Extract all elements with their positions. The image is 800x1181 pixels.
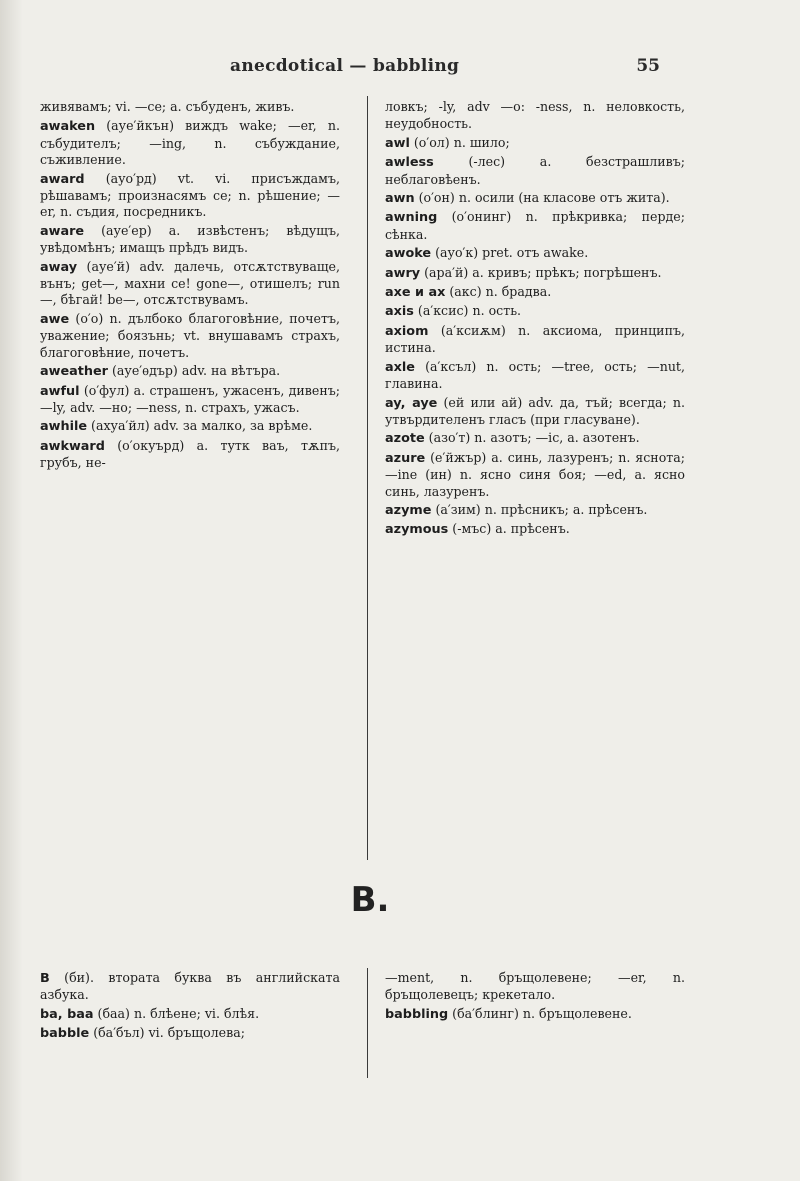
dictionary-entry <box>40 223 340 257</box>
dictionary-entry <box>40 970 340 1004</box>
definition: (о′онинг) n. прѣкривка; перде; сѣнка. <box>385 209 685 242</box>
definition: (о′окуърд) a. тутк ваъ, тѫпъ, грубъ, не- <box>40 437 340 471</box>
right-column <box>385 99 685 541</box>
dictionary-entry <box>385 502 685 519</box>
definition: (акс) n. брадва. <box>445 284 552 300</box>
headword: azote <box>385 431 425 447</box>
dictionary-entry <box>385 395 685 429</box>
dictionary-entry <box>385 135 685 152</box>
dictionary-entry <box>40 363 340 380</box>
definition: (а′зим) n. прѣсникъ; a. прѣсенъ. <box>431 501 648 517</box>
definition: (ауо′рд) vt. vi. присъждамъ, рѣшавамъ; произнасямъ се; n. рѣшение; —er, n. съдия, посредникъ. <box>40 170 340 220</box>
definition: (-мъс) a. прѣсенъ. <box>448 521 570 537</box>
headword: awry <box>385 265 421 281</box>
headword: azure <box>385 450 426 466</box>
definition: (а′ксиѫм) n. аксиома, принципъ, истина. <box>385 322 685 356</box>
b-section-right-column <box>385 970 685 1025</box>
dictionary-entry <box>385 303 685 320</box>
definition: (а′ксъл) n. ость; —tree, ость; —nut, главина. <box>385 358 685 392</box>
headword: B <box>40 971 50 986</box>
dictionary-entry <box>385 521 685 538</box>
headword: awkward <box>40 438 105 454</box>
b-section-left-column <box>40 970 340 1045</box>
dictionary-entry <box>385 245 685 262</box>
definition: (-лес) a. безстрашливъ; неблаговѣенъ. <box>385 154 685 187</box>
dictionary-entry <box>385 154 685 188</box>
headword: azymous <box>385 522 449 538</box>
column-divider <box>367 96 368 860</box>
headword: awful <box>40 383 80 399</box>
definition: ловкъ; -ly, adv —о: -ness, n. неловкость, неудобность. <box>385 99 685 132</box>
section-letter-heading: B. <box>350 880 390 920</box>
dictionary-entry <box>40 1025 340 1042</box>
dictionary-entry <box>40 383 340 417</box>
page-binding-edge <box>0 0 22 1181</box>
dictionary-entry <box>385 209 685 243</box>
dictionary-entry <box>40 1006 340 1023</box>
dictionary-entry <box>385 99 685 133</box>
definition: (о′о) n. дълбоко благоговѣние, почетъ, уважение; боязънь; vt. внушавамъ страхъ, благоговѣние, почетъ. <box>40 310 340 360</box>
definition: (ба′блинг) n. бръщолевене. <box>448 1005 632 1021</box>
headword: axis <box>385 304 414 320</box>
dictionary-entry <box>385 430 685 447</box>
headword: ba, baa <box>40 1006 94 1022</box>
headword: axiom <box>385 323 429 339</box>
definition: живявамъ; vi. —се; a. събуденъ, живъ. <box>40 99 295 114</box>
left-column <box>40 99 340 474</box>
definition: (е′йжър) a. синь, лазуренъ; n. яснота; —ine (ин) n. ясно синя боя; —ed, a. ясно синь, лазуренъ. <box>385 449 685 499</box>
headword: axle <box>385 359 415 375</box>
definition: (а′ксис) n. ость. <box>413 303 522 319</box>
definition: (о′фул) a. страшенъ, ужасенъ, дивенъ; —ly, adv. —но; —ness, n. страхъ, ужасъ. <box>40 382 340 415</box>
definition: (ауе′ер) a. извѣстенъ; вѣдущъ, увѣдомѣнъ; имащъ прѣдъ видъ. <box>40 222 340 256</box>
headword: aweather <box>40 364 108 380</box>
dictionary-entry <box>385 265 685 282</box>
page-number: 55 <box>636 56 660 76</box>
definition: (ара′й) a. кривъ; прѣкъ; погрѣшенъ. <box>420 264 662 280</box>
headword: ay, aye <box>385 395 438 411</box>
headword: awaken <box>40 119 96 135</box>
dictionary-entry <box>40 118 340 168</box>
headword: awl <box>385 135 410 151</box>
dictionary-entry <box>385 970 685 1004</box>
headword: babbling <box>385 1006 449 1022</box>
headword: azyme <box>385 502 432 518</box>
definition: (ауе′й) adv. далечь, отсѫтствуваще, вънъ; get—, махни се! gone—, отишелъ; run—, бѣгай! be—, отсѫтствувамъ. <box>40 258 340 308</box>
definition: —ment, n. бръщолевене; —er, n. бръщолевецъ; крекетало. <box>385 970 685 1003</box>
headword: awhile <box>40 419 88 435</box>
dictionary-entry <box>40 99 340 116</box>
headword: aware <box>40 223 85 239</box>
definition: (баа) n. блѣене; vi. блѣя. <box>93 1005 260 1021</box>
definition: (азо′т) n. азотъ; —ic, a. азотенъ. <box>424 430 640 446</box>
dictionary-entry <box>385 1006 685 1023</box>
definition: (ауе′йкън) виждъ wake; —er, n. събудителъ; —ing, n. събуждание, съживление. <box>40 118 340 168</box>
dictionary-entry <box>385 190 685 207</box>
dictionary-entry <box>385 450 685 500</box>
page-header <box>230 56 660 80</box>
dictionary-entry <box>385 284 685 301</box>
definition: (о′ол) n. шило; <box>409 134 510 150</box>
dictionary-entry <box>40 311 340 361</box>
headword: away <box>40 259 78 275</box>
headword: axe и ax <box>385 285 446 301</box>
dictionary-entry <box>385 359 685 393</box>
headword: awn <box>385 191 415 207</box>
headword: awning <box>385 210 438 226</box>
dictionary-entry <box>385 323 685 357</box>
dictionary-entry <box>40 259 340 309</box>
headword: awe <box>40 311 70 327</box>
headword: awoke <box>385 246 432 262</box>
headword: award <box>40 171 85 187</box>
dictionary-entry <box>40 438 340 472</box>
guide-words: anecdotical — babbling <box>230 56 460 76</box>
column-divider-b-section <box>367 968 368 1078</box>
headword: babble <box>40 1026 90 1042</box>
definition: (ахуа′йл) adv. за малко, за врѣме. <box>87 418 313 434</box>
definition: (ауе′ѳдър) adv. на вѣтъра. <box>108 363 281 379</box>
dictionary-entry <box>40 418 340 435</box>
definition: (ба′бъл) vi. бръщолева; <box>89 1025 245 1041</box>
definition: (би). втората буква въ английската азбука. <box>40 970 340 1003</box>
dictionary-entry <box>40 171 340 221</box>
definition: (о′он) n. осили (на класове отъ жита). <box>414 190 670 206</box>
definition: (ауо′к) pret. отъ awake. <box>431 245 589 261</box>
definition: (ей или ай) adv. да, тъй; всегда; n. утвърдителенъ гласъ (при гласуване). <box>385 394 685 427</box>
headword: awless <box>385 155 434 171</box>
